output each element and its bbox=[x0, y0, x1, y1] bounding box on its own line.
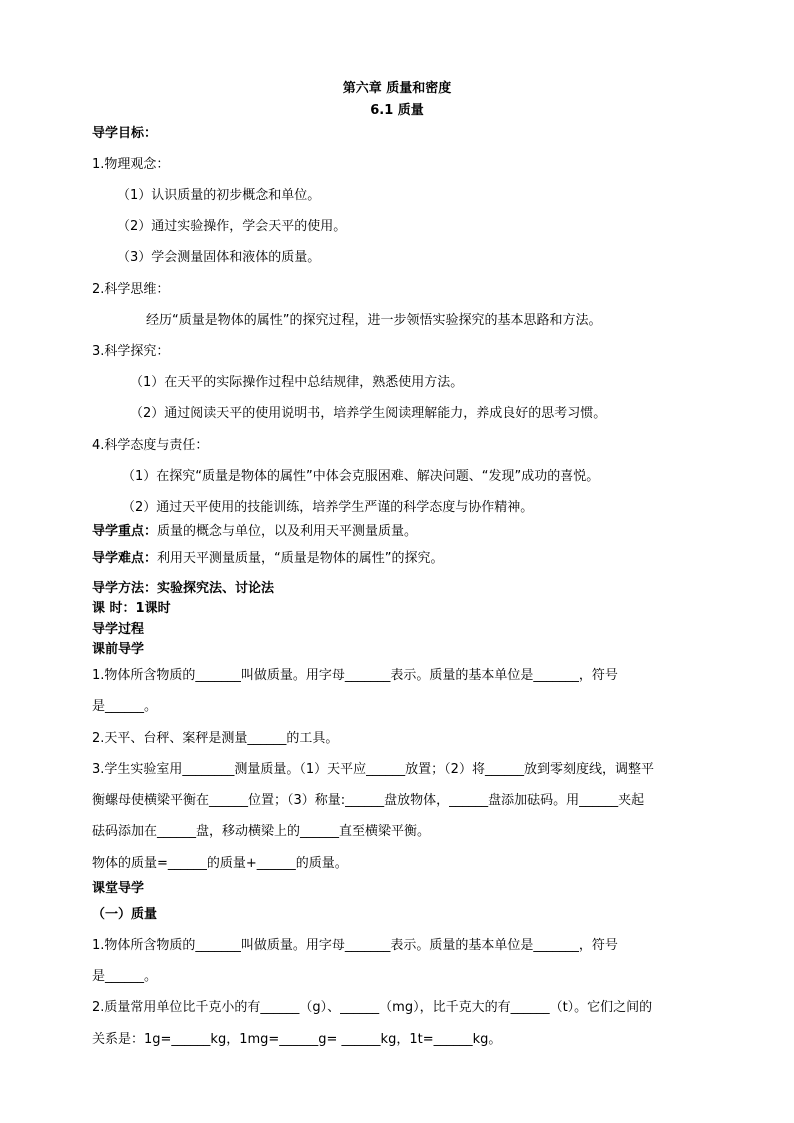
physics-concept-item-2: （2）通过实验操作，学会天平的使用。 bbox=[117, 219, 347, 234]
page-subtitle: 6.1 质量 bbox=[370, 103, 424, 118]
pre-q4: 物体的质量=______的质量+______的质量。 bbox=[92, 856, 348, 871]
difficulty-label: 导学难点： bbox=[92, 551, 158, 566]
goals-heading: 导学目标： bbox=[92, 126, 158, 141]
physics-concept-item-3: （3）学会测量固体和液体的质量。 bbox=[117, 250, 321, 265]
period: 课 时：1课时 bbox=[92, 601, 171, 616]
pre-q2: 2.天平、台秤、案秤是测量______的工具。 bbox=[92, 731, 339, 746]
science-inquiry-item-1: （1）在天平的实际操作过程中总结规律，熟悉使用方法。 bbox=[130, 375, 464, 390]
in-q1-line2: 是______。 bbox=[92, 969, 158, 984]
in-class-section: （一）质量 bbox=[92, 907, 158, 922]
pre-q3-line1: 3.学生实验室用________测量质量。（1）天平应______放置；（2）将______放到零刻度线，调整平 bbox=[92, 762, 654, 777]
science-inquiry-heading: 3.科学探究： bbox=[92, 344, 170, 359]
key-point bbox=[92, 523, 417, 541]
process-heading: 导学过程 bbox=[92, 622, 145, 637]
science-thinking-text: 经历“质量是物体的属性”的探究过程，进一步领悟实验探究的基本思路和方法。 bbox=[146, 313, 602, 328]
physics-concept-item-1: （1）认识质量的初步概念和单位。 bbox=[117, 188, 321, 203]
in-q1-line1: 1.物体所含物质的_______叫做质量。用字母_______表示。质量的基本单位是_______，符号 bbox=[92, 938, 618, 953]
in-class-heading: 课堂导学 bbox=[92, 881, 145, 896]
page-title: 第六章 质量和密度 bbox=[342, 81, 452, 96]
science-inquiry-item-2: （2）通过阅读天平的使用说明书，培养学生阅读理解能力，养成良好的思考习惯。 bbox=[130, 406, 607, 421]
difficulty bbox=[92, 550, 444, 568]
pre-class-heading: 课前导学 bbox=[92, 642, 145, 657]
science-thinking-heading: 2.科学思维： bbox=[92, 282, 170, 297]
key-point-label: 导学重点： bbox=[92, 524, 158, 539]
attitude-item-2: （2）通过天平使用的技能训练，培养学生严谨的科学态度与协作精神。 bbox=[122, 500, 534, 515]
in-q2-line1: 2.质量常用单位比千克小的有______（g）、______（mg），比千克大的有______（t）。它们之间的 bbox=[92, 1000, 653, 1015]
pre-q3-line3: 砝码添加在______盘，移动横梁上的______直至横梁平衡。 bbox=[92, 824, 431, 839]
physics-concept-heading: 1.物理观念： bbox=[92, 157, 170, 172]
key-point-text: 质量的概念与单位，以及利用天平测量质量。 bbox=[157, 524, 418, 539]
difficulty-text: 利用天平测量质量，“质量是物体的属性”的探究。 bbox=[157, 551, 444, 566]
attitude-item-1: （1）在探究“质量是物体的属性”中体会克服困难、解决问题、“发现”成功的喜悦。 bbox=[122, 469, 600, 484]
pre-q3-line2: 衡螺母使横梁平衡在______位置；（3）称量:______盘放物体，______盘添加砝码。用______夹起 bbox=[92, 793, 645, 808]
pre-q1-line2: 是______。 bbox=[92, 699, 158, 714]
attitude-heading: 4.科学态度与责任： bbox=[92, 438, 209, 453]
in-q2-line2: 关系是：1g=______kg，1mg=______g= ______kg，1t=______kg。 bbox=[92, 1032, 502, 1047]
method: 导学方法：实验探究法、讨论法 bbox=[92, 581, 275, 596]
pre-q1-line1: 1.物体所含物质的_______叫做质量。用字母_______表示。质量的基本单位是_______，符号 bbox=[92, 668, 618, 683]
